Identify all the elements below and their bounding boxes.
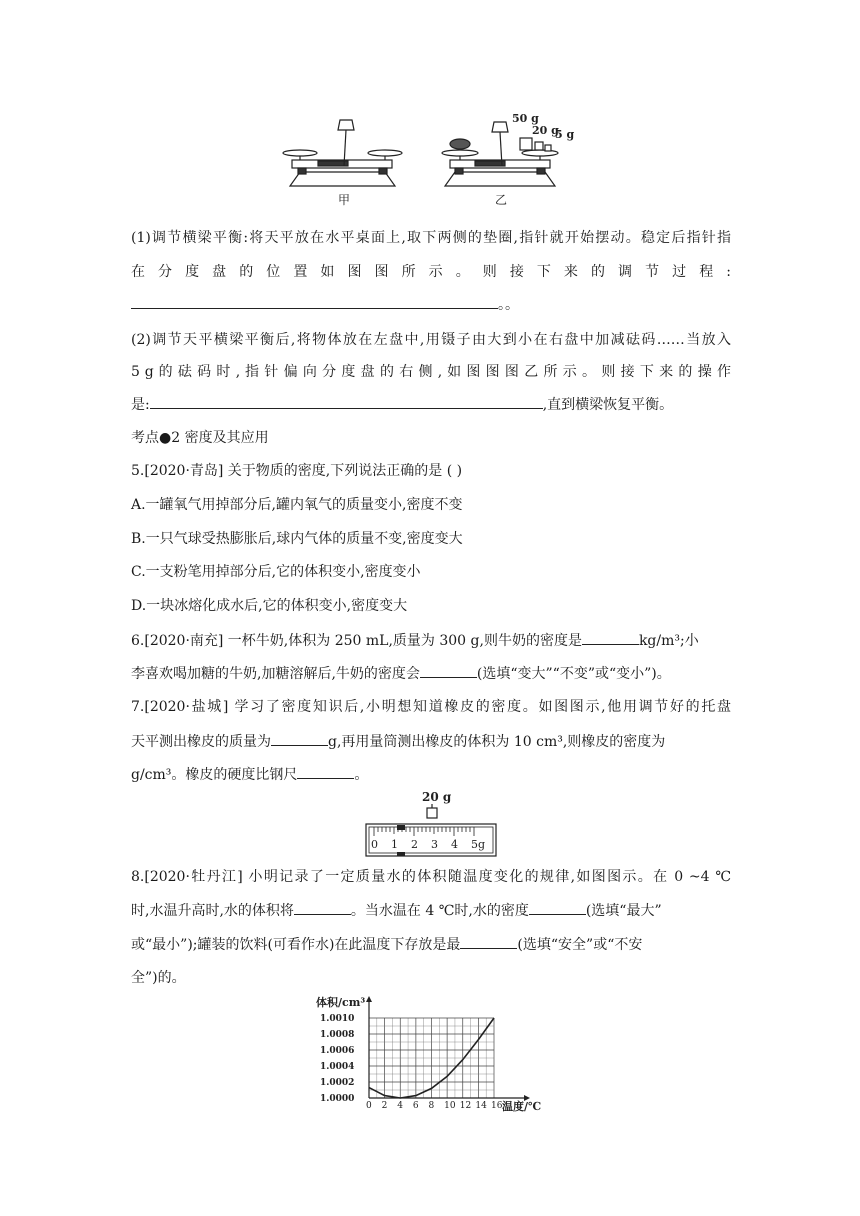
chart-y-tick-label: 1.0000 <box>320 1094 355 1104</box>
q4-part1-line1: (1)调节横梁平衡:将天平放在水平桌面上,取下两侧的垫圈,指针就开始摆动。稳定后指针指 <box>131 230 731 246</box>
q8-line2-text: 时,水温升高时,水的体积将 <box>131 903 294 919</box>
chart-grid <box>369 1018 494 1098</box>
q4-part1-line2: 在 分 度 盘 的 位 置 如 图 图 所 示 。 则 接 下 来 的 调 节 过 程 : <box>131 264 731 280</box>
balance-figure <box>280 108 580 208</box>
chart-y-ticks <box>320 1014 354 1104</box>
q4-part2-line3 <box>131 394 731 415</box>
q6-line1-text: 6.[2020·南充] 一杯牛奶,体积为 250 mL,质量为 300 g,则牛奶的密度是 <box>131 633 582 649</box>
balance-left-illustration <box>283 120 402 186</box>
ruler-weight-label: 20 g <box>422 790 452 804</box>
weight-label-5g: 5 g <box>555 128 575 141</box>
q5-option-c: C.一支粉笔用掉部分后,它的体积变小,密度变小 <box>131 564 421 580</box>
ruler-tick-2: 2 <box>411 838 418 851</box>
q5-option-a: A.一罐氧气用掉部分后,罐内氧气的质量变小,密度不变 <box>131 497 463 513</box>
q7-blank-hardness[interactable] <box>297 764 354 779</box>
balance-label-left: 甲 <box>338 193 351 207</box>
weight-label-50g: 50 g <box>512 112 539 125</box>
ruler-tick-5: 5g <box>471 838 486 851</box>
q8-line2-end: (选填“最大” <box>585 903 662 919</box>
chart-y-tick-label: 1.0002 <box>320 1078 355 1088</box>
q7-line3-end: 。 <box>354 767 369 783</box>
ruler-slider <box>397 825 405 830</box>
q7-line2-rest: g,再用量筒测出橡皮的体积为 10 cm³,则橡皮的密度为 <box>328 734 666 750</box>
ruler-figure <box>364 788 499 860</box>
chart-x-ticks <box>366 1101 503 1111</box>
chart-x-tick-label: 12 <box>459 1101 472 1111</box>
chart-x-tick-label: 10 <box>444 1101 456 1111</box>
weight-label-20g: 20 g <box>532 124 559 137</box>
chart-x-tick-label: 8 <box>428 1101 435 1111</box>
chart-x-tick-label: 6 <box>412 1101 419 1111</box>
q4-part1-line3 <box>131 294 731 315</box>
q7-line3 <box>131 764 731 785</box>
q7-line2 <box>131 731 731 752</box>
q8-line3-text: 或“最小”);罐装的饮料(可看作水)在此温度下存放是最 <box>131 937 461 953</box>
chart-y-axis-arrow <box>366 996 372 1002</box>
q6-line1-unit: kg/m³;小 <box>638 633 699 649</box>
q8-blank-density[interactable] <box>529 900 586 915</box>
chart-y-tick-label: 1.0010 <box>320 1014 355 1024</box>
volume-temperature-chart <box>312 990 552 1114</box>
q6-line1 <box>131 630 731 651</box>
q4-part1-line3-end: 。。 <box>498 297 519 313</box>
q5-option-d: D.一块冰熔化成水后,它的体积变小,密度变大 <box>131 598 408 614</box>
q8-blank-safety[interactable] <box>460 934 517 949</box>
q6-line2-options: (选填“变大”“不变”或“变小”)。 <box>476 666 671 682</box>
chart-x-tick-label: 2 <box>381 1101 388 1111</box>
chart-x-tick-label: 0 <box>366 1101 372 1111</box>
balance-label-right: 乙 <box>495 193 508 207</box>
q6-blank-change[interactable] <box>420 663 477 678</box>
q8-blank-volume[interactable] <box>294 900 351 915</box>
q8-line4: 全”)的。 <box>131 970 186 986</box>
chart-y-tick-label: 1.0006 <box>320 1046 355 1056</box>
q8-line3-end: (选填“安全”或“不安 <box>517 937 643 953</box>
q7-blank-mass[interactable] <box>271 731 328 746</box>
q7-line1: 7.[2020·盐城] 学习了密度知识后,小明想知道橡皮的密度。如图图示,他用调节好的托盘 <box>131 699 731 715</box>
ruler-tick-1: 1 <box>391 838 398 851</box>
q4-part2-line3-end: ,直到横梁恢复平衡。 <box>542 397 674 413</box>
chart-y-tick-label: 1.0004 <box>320 1062 355 1072</box>
chart-xlabel: 温度/℃ <box>502 1100 542 1113</box>
q7-line3-text: g/cm³。橡皮的硬度比钢尺 <box>131 767 298 783</box>
ruler-tick-4: 4 <box>451 838 458 851</box>
q5-option-b: B.一只气球受热膨胀后,球内气体的质量不变,密度变大 <box>131 531 463 547</box>
q5-stem: 5.[2020·青岛] 关于物质的密度,下列说法正确的是 ( ) <box>131 463 463 479</box>
ruler-tick-3: 3 <box>431 838 438 851</box>
q4-part2-answer-blank[interactable] <box>150 394 543 409</box>
chart-y-tick-label: 1.0008 <box>320 1030 355 1040</box>
q4-part2-line1: (2)调节天平横梁平衡后,将物体放在左盘中,用镊子由大到小在右盘中加减砝码……当放入 <box>131 332 731 348</box>
section-title: 考点●2 密度及其应用 <box>131 430 269 446</box>
q8-line2 <box>131 900 731 921</box>
q6-blank-density[interactable] <box>582 630 639 645</box>
ruler-weight-icon <box>427 808 437 818</box>
q4-part1-answer-blank[interactable] <box>131 294 498 309</box>
chart-x-tick-label: 16 <box>491 1101 503 1111</box>
q7-line2-text: 天平测出橡皮的质量为 <box>131 734 271 750</box>
q4-part2-line2: 5 g 的 砝 码 时 , 指 针 偏 向 分 度 盘 的 右 侧 , 如 图 图 图 乙 所 示 。 则 接 下 来 的 操 作 <box>131 364 731 380</box>
chart-x-tick-label: 4 <box>397 1101 403 1111</box>
chart-x-tick-label: 14 <box>475 1101 487 1111</box>
q8-line1: 8.[2020·牡丹江] 小明记录了一定质量水的体积随温度变化的规律,如图图示。在 0 ~4 ℃ <box>131 869 731 885</box>
q8-line2-mid: 。当水温在 4 ℃时,水的密度 <box>350 903 529 919</box>
q8-line3 <box>131 934 731 955</box>
ruler-tick-0: 0 <box>371 838 378 851</box>
q6-line2 <box>131 663 731 684</box>
chart-ylabel: 体积/cm³ <box>316 996 366 1009</box>
q6-line2-text: 李喜欢喝加糖的牛奶,加糖溶解后,牛奶的密度会 <box>131 666 420 682</box>
q4-part2-line3-start: 是: <box>131 397 150 413</box>
